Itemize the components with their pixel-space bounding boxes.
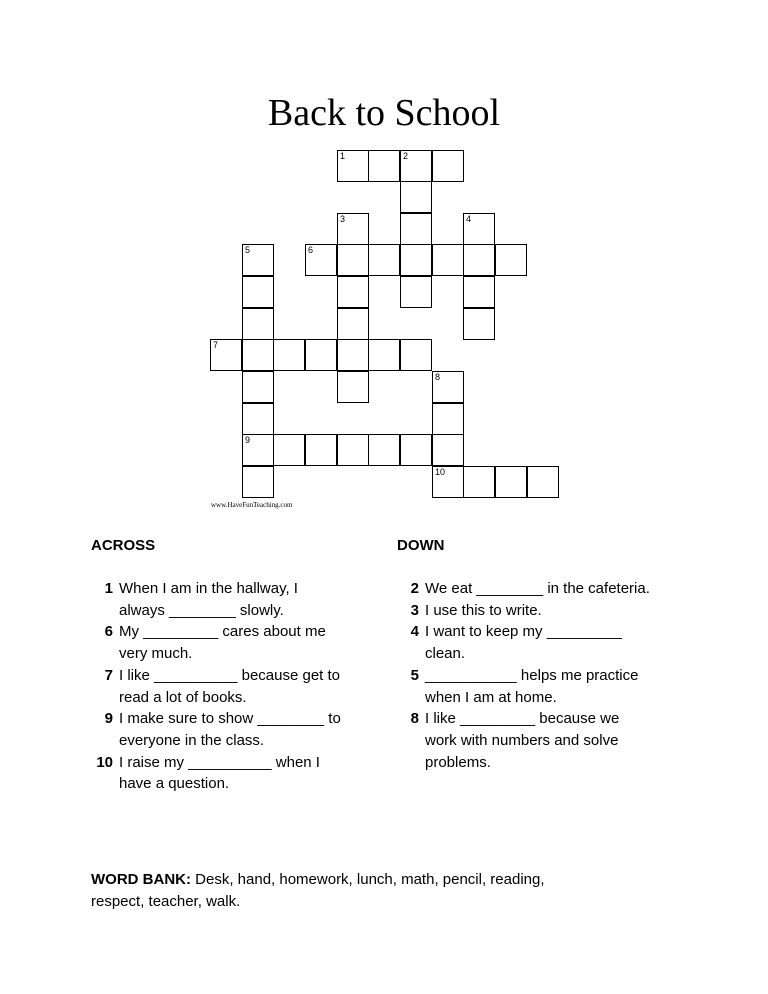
crossword-cell[interactable]	[400, 181, 432, 213]
clue-text: have a question.	[119, 775, 230, 793]
clue-text: very much.	[119, 645, 193, 663]
down-clue	[397, 621, 697, 664]
clue-number: 8	[410, 710, 419, 728]
crossword-cell[interactable]	[305, 434, 337, 466]
crossword-cell[interactable]	[400, 276, 432, 308]
clue-number: 1	[340, 151, 346, 161]
clue-number: 4	[410, 623, 419, 641]
crossword-cell[interactable]	[400, 434, 432, 466]
crossword-cell[interactable]	[337, 276, 369, 308]
down-heading: DOWN	[397, 537, 445, 554]
crossword-cell[interactable]	[305, 339, 337, 371]
clue-text: I like __________ because get to	[119, 666, 341, 684]
across-heading: ACROSS	[91, 537, 156, 554]
crossword-cell[interactable]	[242, 244, 274, 276]
crossword-cell[interactable]	[495, 244, 527, 276]
across-clue	[91, 752, 381, 795]
clue-number: 1	[104, 580, 113, 597]
down-clue	[397, 600, 697, 622]
across-clue	[91, 665, 381, 708]
crossword-cell[interactable]	[337, 371, 369, 403]
clue-number: 2	[410, 580, 419, 597]
down-clues	[397, 578, 697, 773]
crossword-cell[interactable]	[242, 276, 274, 308]
clue-text: I make sure to show ________ to	[119, 710, 341, 728]
crossword-cell[interactable]	[432, 434, 464, 466]
crossword-cell[interactable]	[242, 403, 274, 435]
clue-number: 7	[104, 666, 113, 684]
crossword-cell[interactable]	[432, 244, 464, 276]
across-clues	[91, 578, 381, 795]
down-clue	[397, 708, 697, 773]
clue-text: work with numbers and solve	[425, 731, 619, 749]
crossword-cell[interactable]	[368, 244, 400, 276]
clue-text: read a lot of books.	[119, 688, 247, 706]
crossword-cell[interactable]	[495, 466, 527, 498]
credit-text: www.HaveFunTeaching.com	[211, 501, 293, 509]
crossword-cell[interactable]	[337, 434, 369, 466]
word-bank-label: WORD BANK:	[91, 871, 191, 888]
clue-text: When I am in the hallway, I	[119, 580, 298, 597]
clue-number: 10	[435, 467, 446, 477]
down-clue	[397, 665, 697, 708]
clue-number: 9	[245, 435, 251, 445]
crossword-cell[interactable]	[273, 339, 305, 371]
clue-number: 5	[410, 666, 419, 684]
clue-number: 6	[104, 623, 113, 641]
clue-text: My _________ cares about me	[119, 623, 326, 641]
crossword-cell[interactable]	[242, 308, 274, 340]
crossword-cell[interactable]	[337, 339, 369, 371]
clue-number: 4	[466, 214, 472, 224]
crossword-cell[interactable]	[337, 213, 369, 245]
crossword-cell[interactable]	[337, 308, 369, 340]
crossword-cell[interactable]	[368, 434, 400, 466]
across-clue	[91, 578, 381, 621]
clue-text: I want to keep my _________	[425, 623, 622, 641]
crossword-cell[interactable]	[210, 339, 242, 371]
crossword-cell[interactable]	[463, 276, 495, 308]
clue-number: 3	[410, 601, 419, 619]
crossword-cell[interactable]	[242, 434, 274, 466]
word-bank	[91, 869, 651, 913]
crossword-cell[interactable]	[432, 150, 464, 182]
clue-text: We eat ________ in the cafeteria.	[425, 580, 650, 597]
clue-number: 6	[308, 245, 314, 255]
page-title: Back to School	[267, 92, 501, 134]
crossword-cell[interactable]	[305, 244, 337, 276]
clue-text: I like _________ because we	[425, 710, 620, 728]
word-bank-words: respect, teacher, walk.	[91, 893, 241, 910]
across-clue	[91, 621, 381, 664]
crossword-cell[interactable]	[273, 434, 305, 466]
crossword-cell[interactable]	[400, 339, 432, 371]
clue-text: problems.	[425, 753, 491, 771]
clue-number: 10	[96, 753, 113, 771]
clue-number: 5	[245, 245, 251, 255]
clue-number: 7	[213, 340, 219, 350]
crossword-cell[interactable]	[463, 244, 495, 276]
crossword-cell[interactable]	[368, 339, 400, 371]
clue-number: 9	[104, 710, 113, 728]
crossword-cell[interactable]	[368, 150, 400, 182]
crossword-cell[interactable]	[400, 213, 432, 245]
crossword-cell[interactable]	[337, 244, 369, 276]
crossword-cell[interactable]	[527, 466, 559, 498]
crossword-cell[interactable]	[432, 371, 464, 403]
clue-number: 3	[340, 214, 346, 224]
clue-text: when I am at home.	[425, 688, 557, 706]
clue-text: I raise my __________ when I	[119, 753, 320, 771]
clue-number: 8	[435, 372, 441, 382]
clue-text: ___________ helps me practice	[425, 666, 639, 684]
clue-text: everyone in the class.	[119, 731, 265, 749]
clue-text: clean.	[425, 645, 466, 663]
crossword-cell[interactable]	[242, 339, 274, 371]
down-clue	[397, 578, 697, 600]
clue-text: always ________ slowly.	[119, 601, 284, 619]
crossword-cell[interactable]	[400, 150, 432, 182]
word-bank-words: Desk, hand, homework, lunch, math, pencil, reading,	[195, 871, 545, 888]
crossword-cell[interactable]	[463, 308, 495, 340]
across-clue	[91, 708, 381, 751]
crossword-cell[interactable]	[463, 466, 495, 498]
crossword-cell[interactable]	[432, 403, 464, 435]
crossword-cell[interactable]	[242, 371, 274, 403]
crossword-cell[interactable]	[463, 213, 495, 245]
crossword-cell[interactable]	[337, 150, 369, 182]
crossword-cell[interactable]	[400, 244, 432, 276]
crossword-cell[interactable]	[242, 466, 274, 498]
crossword-cell[interactable]	[432, 466, 464, 498]
clue-text: I use this to write.	[425, 601, 542, 619]
clue-number: 2	[403, 151, 409, 161]
